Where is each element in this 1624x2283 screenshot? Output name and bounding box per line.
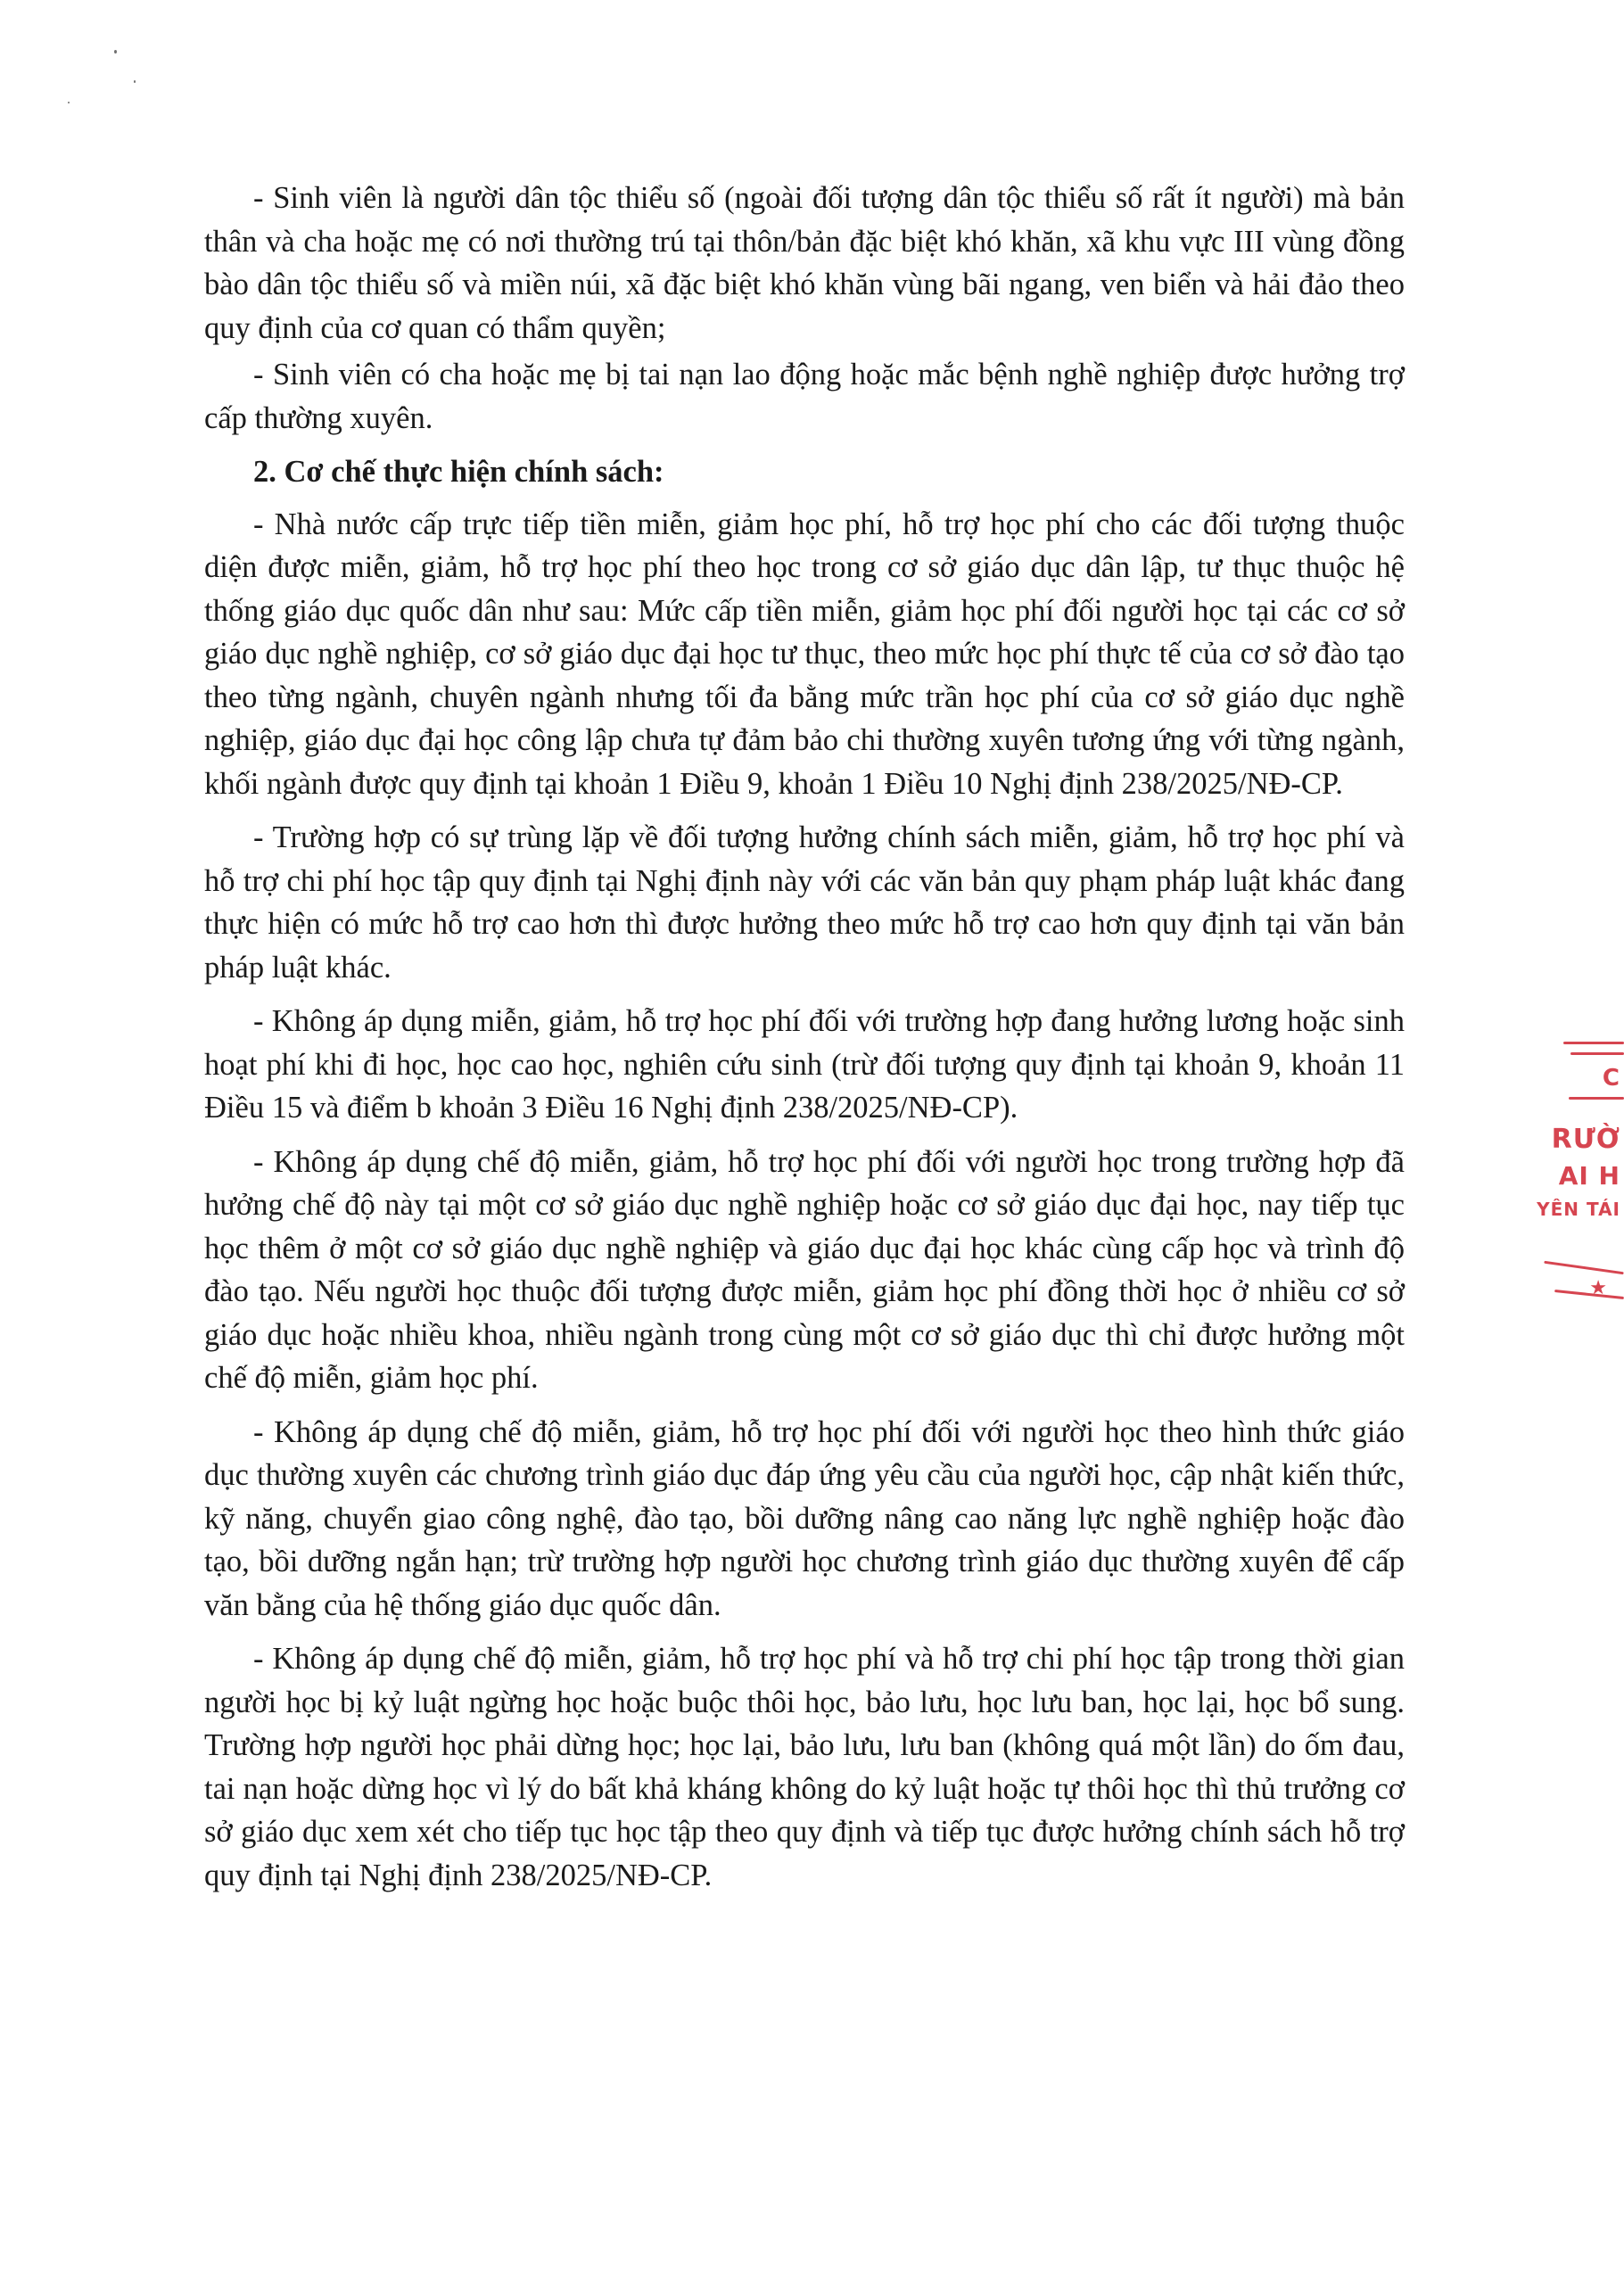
stamp-border-line xyxy=(1544,1261,1624,1274)
paragraph: - Không áp dụng chế độ miễn, giảm, hỗ trợ học phí đối với người học trong trường hợp đã hưởng chế độ này tại một cơ sở giáo dục nghề nghiệp hoặc cơ sở giáo dục đại học, nay tiếp tục học thêm ở một cơ sở giáo dục nghề nghiệp và giáo dục đại học khác cùng cấp học và trình độ đào tạo. Nếu người học thuộc đối tượng được miễn, giảm học phí đồng thời học ở nhiều cơ sở giáo dục hoặc nhiều khoa, nhiều ngành trong cùng một cơ sở giáo dục thì chỉ được hưởng một chế độ miễn, giảm học phí. xyxy=(204,1144,1405,1395)
paragraph: - Không áp dụng chế độ miễn, giảm, hỗ trợ học phí và hỗ trợ chi phí học tập trong thời gian người học bị kỷ luật ngừng học hoặc buộc thôi học, bảo lưu, học lưu ban, học lại, học bổ sung. Trường hợp người học phải dừng học; học lại, bảo lưu, lưu ban (không quá một lần) do ốm đau, tai nạn hoặc dừng học vì lý do bất khả kháng không do kỷ luật hoặc tự thôi học thì thủ trưởng cơ sở giáo dục xem xét cho tiếp tục học tập theo quy định và tiếp tục được hưởng chính sách hỗ trợ quy định tại Nghị định 238/2025/NĐ-CP. xyxy=(204,1642,1405,1892)
paragraph: - Nhà nước cấp trực tiếp tiền miễn, giảm học phí, hỗ trợ học phí cho các đối tượng thuộc diện được miễn, giảm, hỗ trợ học phí theo học trong cơ sở giáo dục dân lập, tư thục thuộc hệ thống giáo dục quốc dân như sau: Mức cấp tiền miễn, giảm học phí đối người học tại các cơ sở giáo dục nghề nghiệp, cơ sở giáo dục đại học tư thục, theo mức học phí thực tế của cơ sở đào tạo theo từng ngành, chuyên ngành nhưng tối đa bằng mức trần học phí của cơ sở giáo dục nghề nghiệp, giáo dục đại học công lập chưa tự đảm bảo chi thường xuyên tương ứng với từng ngành, khối ngành được quy định tại khoản 1 Điều 9, khoản 1 Điều 10 Nghị định 238/2025/NĐ-CP. xyxy=(204,507,1405,801)
stamp-text: AI H xyxy=(1558,1161,1620,1191)
stamp-border-line xyxy=(1569,1097,1624,1100)
stamp-border-line xyxy=(1563,1042,1624,1044)
document-body xyxy=(204,177,1405,1908)
section-heading: 2. Cơ chế thực hiện chính sách: xyxy=(253,455,664,489)
official-stamp xyxy=(1516,1026,1624,1329)
scan-speck xyxy=(134,80,136,83)
stamp-border-line xyxy=(1570,1052,1624,1055)
scan-speck xyxy=(114,50,117,54)
paragraph: - Sinh viên có cha hoặc mẹ bị tai nạn lao động hoặc mắc bệnh nghề nghiệp được hưởng trợ cấp thường xuyên. xyxy=(204,358,1405,435)
paragraph: - Không áp dụng chế độ miễn, giảm, hỗ trợ học phí đối với người học theo hình thức giáo dục thường xuyên các chương trình giáo dục đáp ứng yêu cầu của người học, cập nhật kiến thức, kỹ năng, chuyển giao công nghệ, đào tạo, bồi dưỡng nâng cao năng lực nghề nghiệp hoặc đào tạo, bồi dưỡng ngắn hạn; trừ trường hợp người học chương trình giáo dục thường xuyên để cấp văn bằng của hệ thống giáo dục quốc dân. xyxy=(204,1414,1405,1622)
stamp-text: RƯỜ xyxy=(1551,1124,1620,1155)
paragraph: - Sinh viên là người dân tộc thiểu số (ngoài đối tượng dân tộc thiểu số rất ít người) mà bản thân và cha hoặc mẹ có nơi thường trú tại thôn/bản đặc biệt khó khăn, xã khu vực III vùng đồng bào dân tộc thiểu số và miền núi, xã đặc biệt khó khăn vùng bãi ngang, ven biển và hải đảo theo quy định của cơ quan có thẩm quyền; xyxy=(204,181,1405,345)
scan-speck xyxy=(68,102,70,103)
paragraph: - Không áp dụng miễn, giảm, hỗ trợ học phí đối với trường hợp đang hưởng lương hoặc sinh hoạt phí khi đi học, học cao học, nghiên cứu sinh (trừ đối tượng quy định tại khoản 9, khoản 11 Điều 15 và điểm b khoản 3 Điều 16 Nghị định 238/2025/NĐ-CP). xyxy=(204,1004,1405,1125)
stamp-text: C xyxy=(1602,1065,1620,1092)
stamp-star-icon: ★ xyxy=(1589,1277,1608,1299)
paragraph: - Trường hợp có sự trùng lặp về đối tượng hưởng chính sách miễn, giảm, hỗ trợ học phí và hỗ trợ chi phí học tập quy định tại Nghị định này với các văn bản quy phạm pháp luật khác đang thực hiện có mức hỗ trợ cao hơn thì được hưởng theo mức hỗ trợ cao hơn quy định tại văn bản pháp luật khác. xyxy=(204,820,1405,985)
stamp-text: YÊN TÁI xyxy=(1537,1199,1620,1220)
